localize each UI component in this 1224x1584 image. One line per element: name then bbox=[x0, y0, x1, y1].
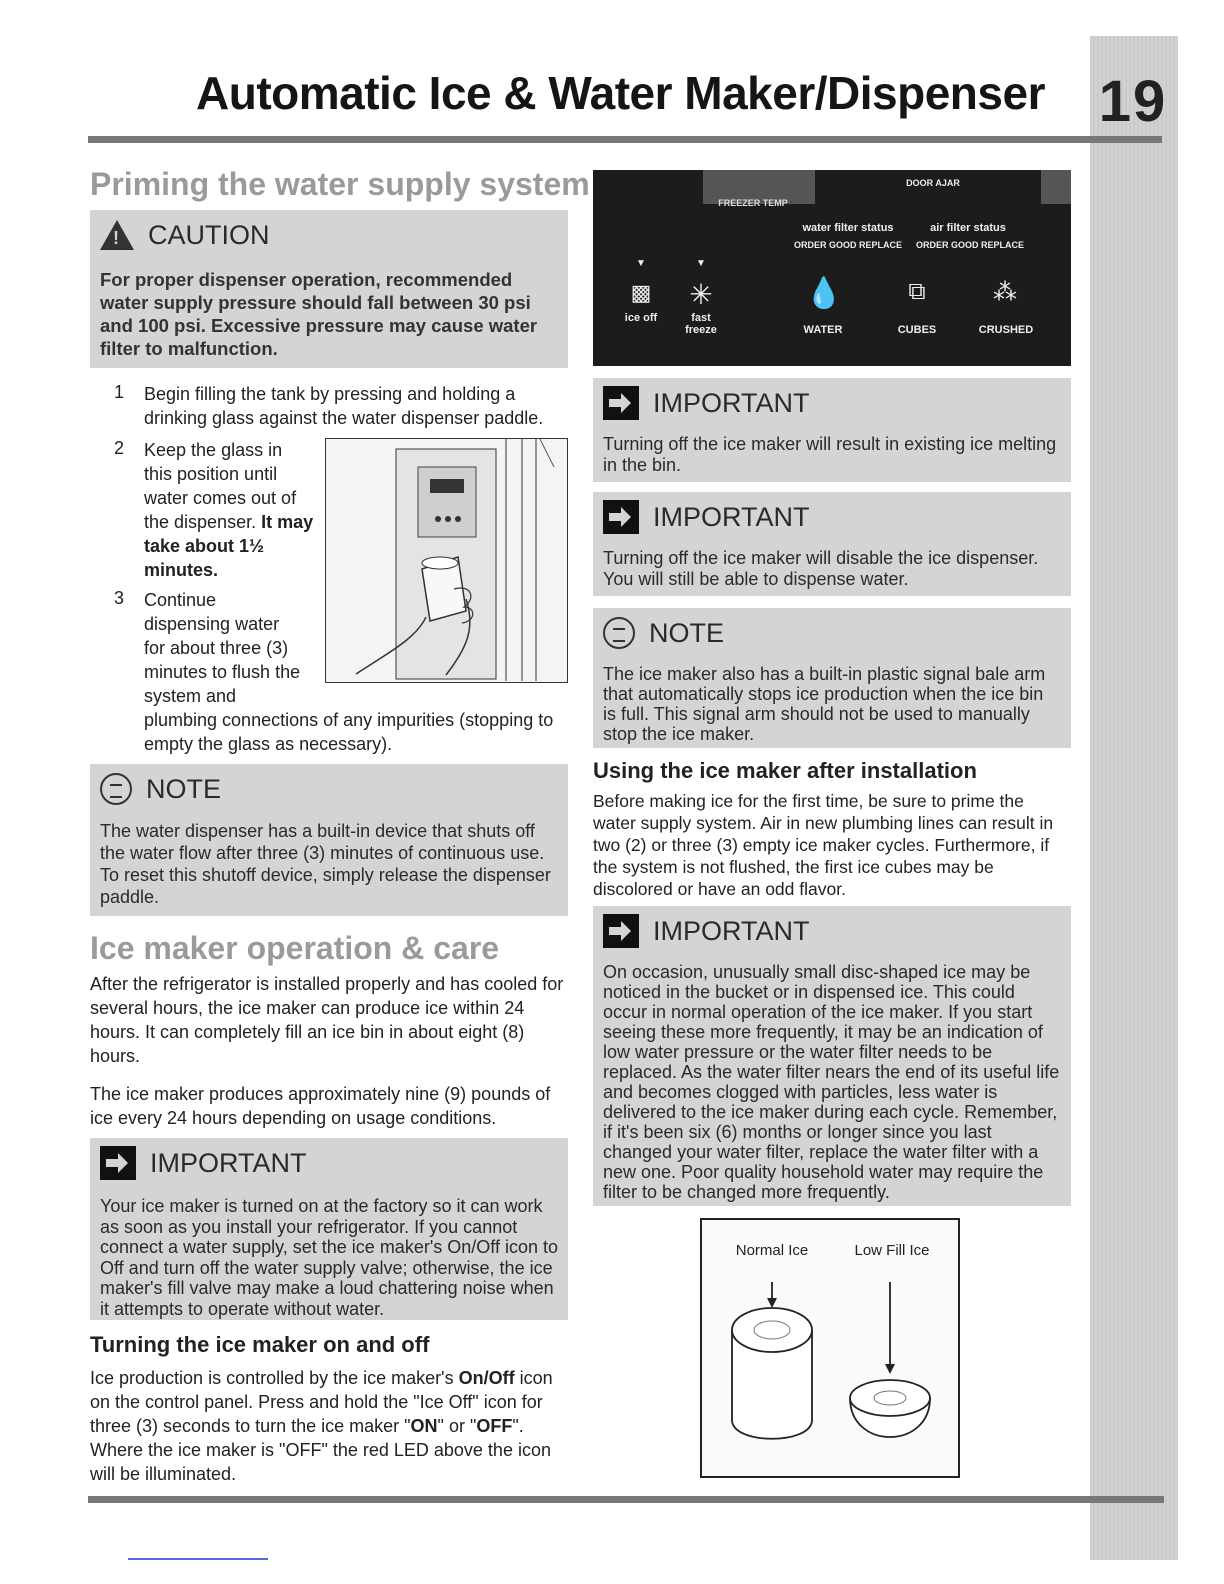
important-header bbox=[100, 1142, 307, 1184]
step-2-plain: Keep the glass in this position until water comes out of the dispenser. bbox=[144, 440, 297, 532]
note-text: The ice maker also has a built-in plastic signal bale arm that automatically stops ice production when the ice bin is full. This signal arm should not be used to manually stop the ice maker. bbox=[603, 664, 1046, 744]
fast-freeze-snowflake-icon[interactable]: ✳ bbox=[689, 279, 713, 310]
step-3-text-a: Continue dispensing water for about three (3) minutes to flush the system and bbox=[144, 590, 301, 706]
ice-maker-heading: Ice maker operation & care bbox=[90, 930, 500, 966]
important-label: IMPORTANT bbox=[150, 1147, 307, 1178]
note-label: NOTE bbox=[146, 773, 222, 804]
note-label: NOTE bbox=[649, 617, 725, 648]
note-icon bbox=[100, 773, 132, 805]
after-install-heading: Using the ice maker after installation bbox=[593, 758, 977, 783]
page-number: 19 bbox=[1098, 69, 1168, 134]
cubes-icon[interactable]: ⧉ bbox=[908, 278, 926, 305]
note-icon bbox=[603, 617, 635, 649]
note-box-dispenser bbox=[90, 764, 568, 916]
fast-freeze-label: fast freeze bbox=[685, 312, 717, 336]
led-indicator-icon: ▼ bbox=[636, 258, 646, 269]
onoff-heading: Turning the ice maker on and off bbox=[90, 1332, 430, 1357]
low-fill-ice-label: Low Fill Ice bbox=[854, 1242, 930, 1259]
onoff-t3: " or " bbox=[437, 1416, 477, 1436]
note-box-bale-arm bbox=[593, 608, 1071, 748]
onoff-t4: ". Where the ice maker is "OFF" the red LED above the icon will be illuminated. bbox=[90, 1416, 551, 1484]
important-text: On occasion, unusually small disc-shaped ice may be noticed in the bucket or in dispensed ice. This could occur in normal operation of the ice maker. If you start seeing these more frequently, it may be an indication of low water pressure or the water filter needs to be replaced. As the water filter nears the end of its useful life and becomes clogged with particles, less water is delivered to the ice maker during each cycle. Remember, if it's been six (6) months or longer since you last changed your water filter, replace the water filter with a new one. Poor quality household water may require the filter to be changed more frequently. bbox=[603, 962, 1060, 1202]
important-header bbox=[603, 496, 810, 538]
important-label: IMPORTANT bbox=[653, 915, 810, 946]
arrow-into-box-icon bbox=[603, 500, 639, 534]
crushed-label: CRUSHED bbox=[978, 324, 1034, 336]
important-text: Turning off the ice maker will disable the ice dispenser. You will still be able to dispense water. bbox=[603, 548, 1039, 589]
step-2-text bbox=[144, 438, 314, 582]
step-number: 1 bbox=[114, 382, 125, 402]
door-ajar-label: DOOR AJAR bbox=[906, 178, 960, 188]
important-label: IMPORTANT bbox=[653, 387, 810, 418]
caution-box bbox=[90, 210, 568, 368]
onoff-b1: On/Off bbox=[458, 1368, 515, 1388]
arrow-into-box-icon bbox=[603, 386, 639, 420]
arrow-into-box-icon bbox=[100, 1146, 136, 1180]
onoff-t2: icon on the control panel. Press and hold the "Ice Off" icon for three (3) seconds to turn the ice maker " bbox=[90, 1368, 553, 1436]
important-box-melting bbox=[593, 378, 1071, 482]
ice-shapes-drawing bbox=[702, 1220, 958, 1476]
priming-heading: Priming the water supply system bbox=[90, 166, 590, 202]
header-rule bbox=[88, 136, 1162, 143]
ice-maker-para-1: After the refrigerator is installed properly and has cooled for several hours, the ice maker can produce ice within 24 hours. It can completely fill an ice bin in about eight (8) hours. bbox=[90, 974, 564, 1066]
ice-maker-para-2: The ice maker produces approximately nine (9) pounds of ice every 24 hours depending on usage conditions. bbox=[90, 1084, 551, 1128]
control-panel-photo bbox=[593, 170, 1071, 366]
note-header bbox=[100, 768, 221, 810]
crushed-icon[interactable]: ⁂ bbox=[993, 279, 1017, 306]
onoff-b2: ON bbox=[410, 1416, 438, 1436]
fridge-temp-display bbox=[1041, 170, 1071, 204]
water-label: WATER bbox=[803, 324, 843, 336]
cubes-label: CUBES bbox=[897, 324, 937, 336]
important-box-disc-ice bbox=[593, 906, 1071, 1206]
important-box-dispenser bbox=[593, 492, 1071, 596]
step-1-text: Begin filling the tank by pressing and holding a drinking glass against the water dispenser paddle. bbox=[144, 384, 544, 428]
arrow-into-box-icon bbox=[603, 914, 639, 948]
step-number: 2 bbox=[114, 438, 125, 458]
step-2-bold: It may take about 1½ minutes. bbox=[144, 512, 314, 580]
after-install-text: Before making ice for the first time, be sure to prime the water supply system. Air in new plumbing lines can result in two (2) or three (3) empty ice maker cycles. Furthermore, if the system is not flushed, the first ice cubes may be discolored or have an odd flavor. bbox=[593, 791, 1054, 899]
ice-off-label: ice off bbox=[624, 312, 658, 324]
page-edge-band bbox=[1090, 36, 1178, 1560]
caution-text: For proper dispenser operation, recommended water supply pressure should fall between 30 psi and 100 psi. Excessive pressure may cause water filter to malfunction. bbox=[100, 269, 538, 359]
water-filter-status-label: water filter status bbox=[802, 222, 894, 234]
ice-comparison-diagram bbox=[700, 1218, 960, 1478]
led-indicator-icon: ▼ bbox=[696, 258, 706, 269]
onoff-b3: OFF bbox=[476, 1416, 513, 1436]
important-text: Your ice maker is turned on at the factory so it can work as soon as you install your refrigerator. If you cannot connect a water supply, set the ice maker's On/Off icon to Off and turn off the water supply valve; otherwise, the ice maker's fill valve may make a loud chattering noise when it attempts to operate without water. bbox=[100, 1196, 558, 1319]
caution-label: CAUTION bbox=[148, 219, 270, 250]
water-drop-icon[interactable]: 💧 bbox=[805, 277, 843, 310]
important-text: Turning off the ice maker will result in existing ice melting in the bin. bbox=[603, 434, 1057, 475]
warning-triangle-icon bbox=[100, 220, 134, 250]
page-title: Automatic Ice & Water Maker/Dispenser bbox=[196, 67, 1045, 119]
normal-ice-label: Normal Ice bbox=[735, 1242, 809, 1259]
important-header bbox=[603, 382, 810, 424]
note-text: The water dispenser has a built-in device that shuts off the water flow after three (3) minutes of continuous use. To reset this shutoff device, simply release the dispenser paddle. bbox=[100, 821, 551, 907]
air-filter-status-label: air filter status bbox=[930, 222, 1006, 234]
dispenser-illustration bbox=[325, 438, 568, 683]
caution-header bbox=[100, 214, 270, 256]
important-box-factory bbox=[90, 1138, 568, 1320]
step-number: 3 bbox=[114, 588, 125, 608]
important-label: IMPORTANT bbox=[653, 501, 810, 532]
freezer-temp-label: FREEZER TEMP bbox=[718, 198, 788, 208]
onoff-t1: Ice production is controlled by the ice maker's bbox=[90, 1368, 459, 1388]
ice-off-icon[interactable]: ▩ bbox=[630, 280, 652, 305]
note-header bbox=[603, 612, 724, 654]
water-filter-levels: ORDER GOOD REPLACE bbox=[793, 240, 902, 250]
important-header bbox=[603, 910, 810, 952]
glass-at-dispenser-drawing bbox=[326, 439, 566, 681]
footer-mark bbox=[128, 1558, 268, 1560]
step-3-text-b: plumbing connections of any impurities (stopping to empty the glass as necessary). bbox=[144, 710, 554, 754]
footer-rule bbox=[88, 1496, 1164, 1503]
onoff-text bbox=[90, 1366, 560, 1486]
air-filter-levels: ORDER GOOD REPLACE bbox=[915, 240, 1024, 250]
